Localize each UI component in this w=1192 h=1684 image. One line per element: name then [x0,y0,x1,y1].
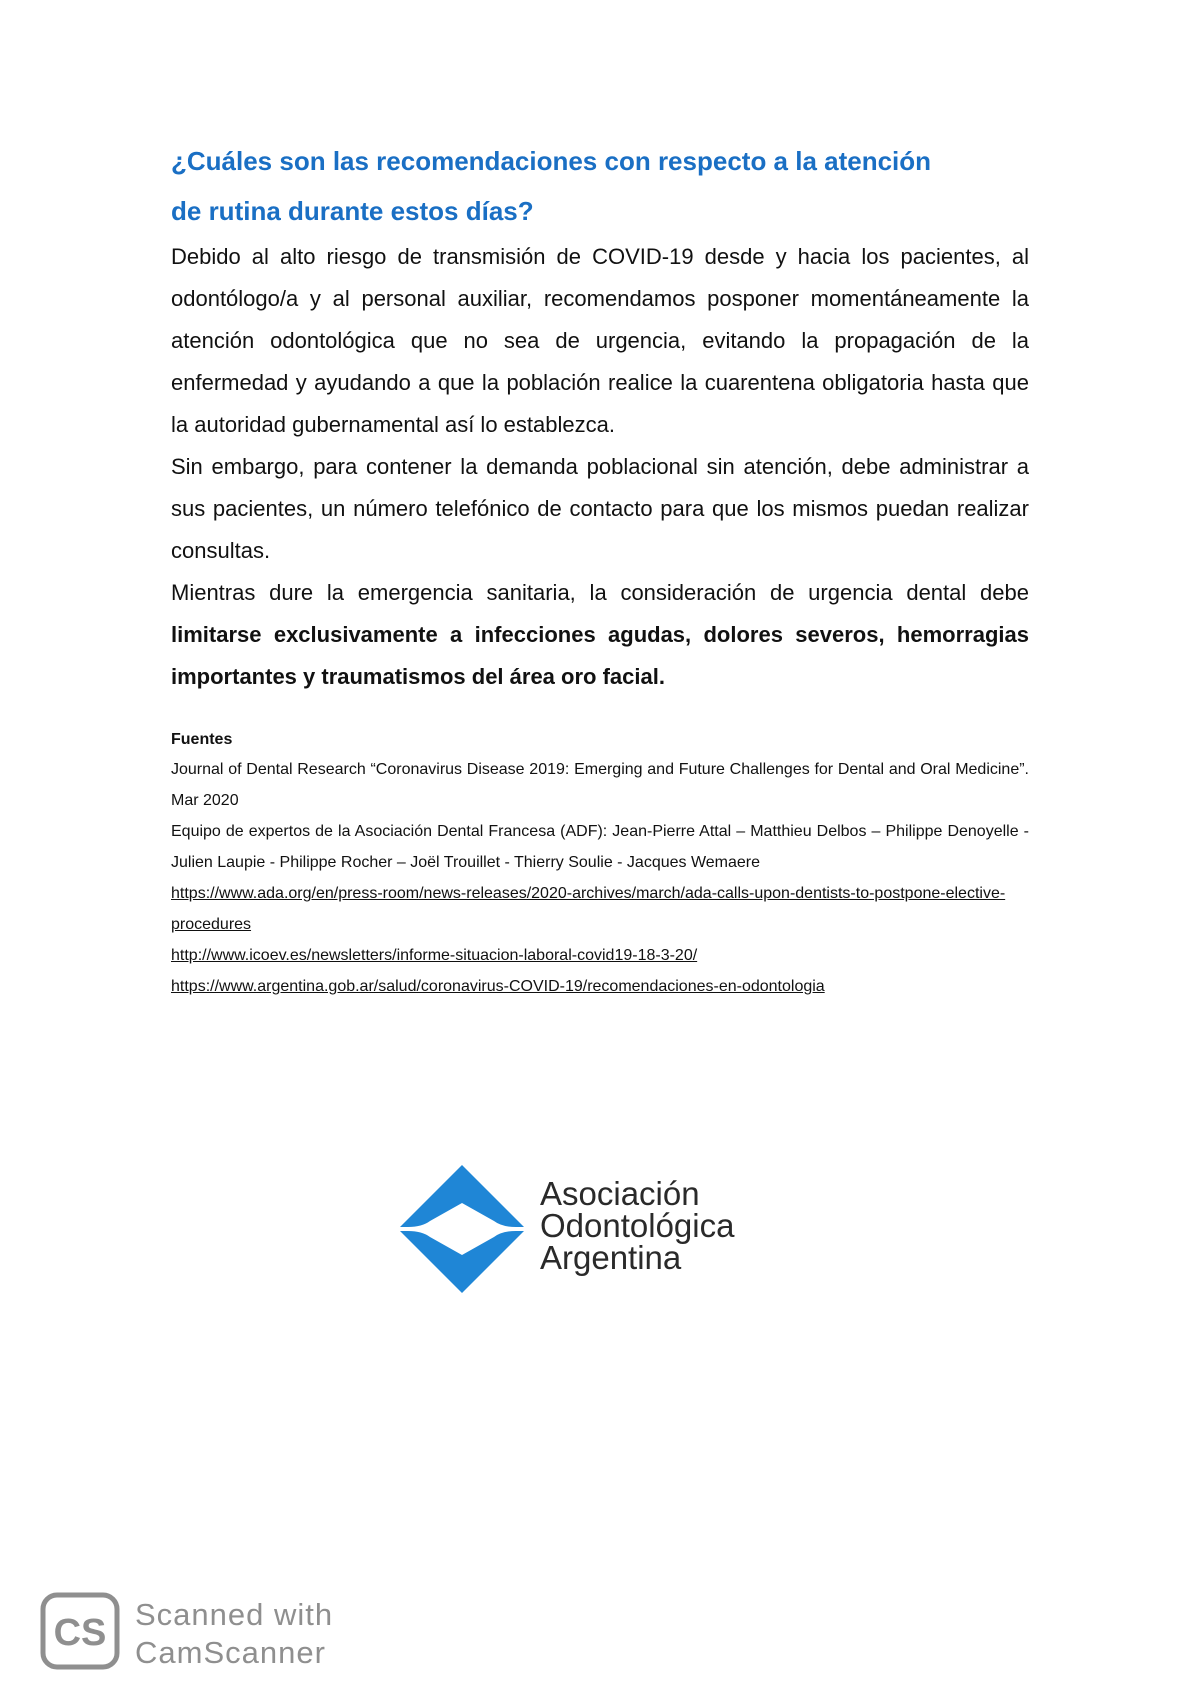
source-link-2[interactable]: http://www.icoev.es/newsletters/informe-situacion-laboral-covid19-18-3-20/ [171,947,698,964]
watermark-text [135,1596,333,1672]
paragraph-3 [171,572,1029,698]
heading-line-2: de rutina durante estos días? [171,196,534,226]
source-link-2-wrap [171,940,1029,971]
sources-title: Fuentes [171,731,233,748]
source-ref-1: Journal of Dental Research “Coronavirus Disease 2019: Emerging and Future Challenges for Dental and Oral Medicine”. Mar 2020 [171,761,1029,809]
source-link-1[interactable]: https://www.ada.org/en/press-room/news-releases/2020-archives/march/ada-calls-upon-dentists-to-postpone-elective-procedures [171,885,1006,933]
heading-line-1: ¿Cuáles son las recomendaciones con respecto a la atención [171,146,932,176]
logo-line-1: Asociación [540,1175,700,1212]
paragraph-3-emphasis: limitarse exclusivamente a infecciones agudas, dolores severos, hemorragias importantes y traumatismos del área oro facial. [171,622,1029,689]
watermark-badge-text: CS [53,1612,107,1654]
main-content [171,136,1029,698]
paragraph-1: Debido al alto riesgo de transmisión de COVID-19 desde y hacia los pacientes, al odontólogo/a y al personal auxiliar, recomendamos posponer momentáneamente la atención odontológica que no sea de urgencia, evitando la propagación de la enfermedad y ayudando a que la población realice la cuarentena obligatoria hasta que la autoridad gubernamental así lo establezca. [171,244,1029,437]
watermark-line-1: Scanned with [135,1597,334,1632]
sources-section [171,726,1029,1002]
paragraph-3-text: Mientras dure la emergencia sanitaria, la consideración de urgencia dental debe [171,580,1029,605]
section-heading [171,136,1029,236]
source-link-3[interactable]: https://www.argentina.gob.ar/salud/coronavirus-COVID-19/recomendaciones-en-odontologia [171,978,825,995]
logo-line-3: Argentina [540,1239,682,1276]
paragraph-2: Sin embargo, para contener la demanda poblacional sin atención, debe administrar a sus pacientes, un número telefónico de contacto para que los mismos puedan realizar consultas. [171,454,1029,563]
source-link-1-wrap [171,878,1029,940]
source-link-3-wrap [171,971,1029,1002]
logo-line-2: Odontológica [540,1207,735,1244]
logo-wordmark [540,1175,735,1276]
source-ref-2: Equipo de expertos de la Asociación Dental Francesa (ADF): Jean-Pierre Attal – Matthieu Delbos – Philippe Denoyelle - Julien Laupie - Philippe Rocher – Joël Trouillet - Thierry Soulie - Jacques Wemaere [171,823,1029,871]
logo-inner-diamond [448,1217,476,1241]
watermark-line-2: CamScanner [135,1635,326,1670]
